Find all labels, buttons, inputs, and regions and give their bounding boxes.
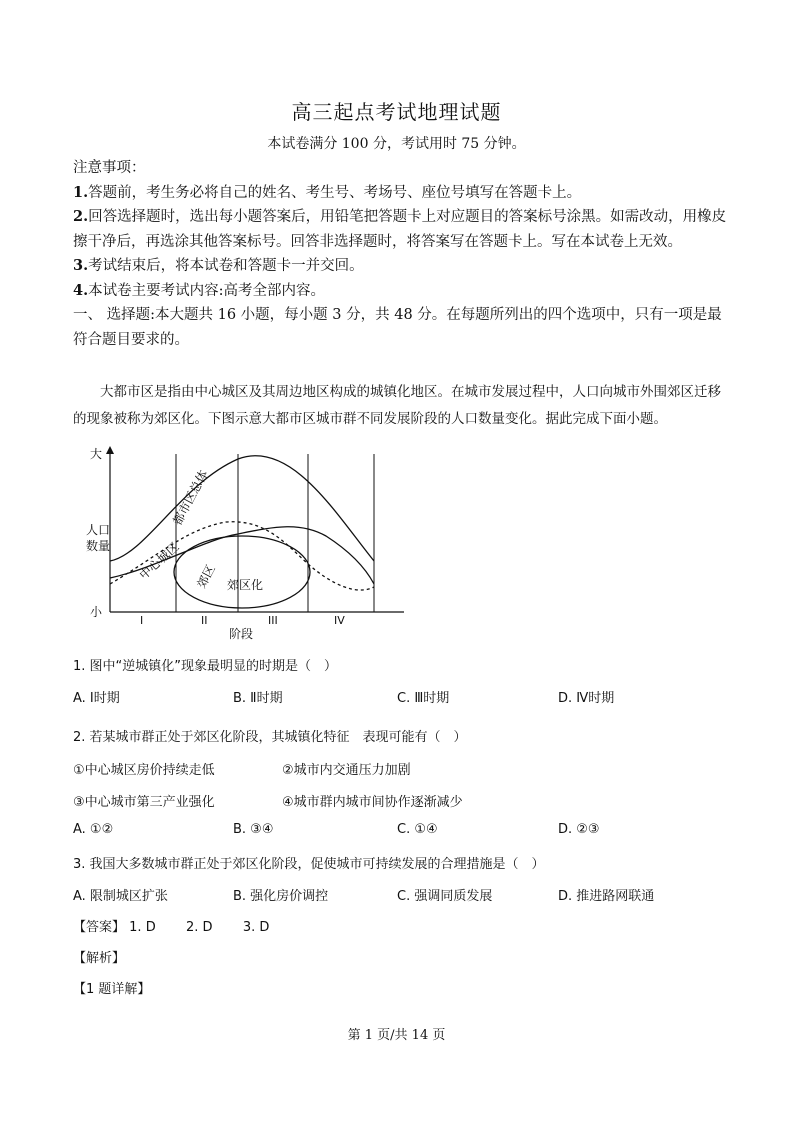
question-2-option-b[interactable]: B. ③④ [233, 822, 274, 837]
question-3-option-d[interactable]: D. 推进路网联通 [558, 889, 655, 904]
question-1-option-b[interactable]: B. Ⅱ时期 [233, 691, 283, 706]
analysis-label: 【解析】 [73, 951, 126, 966]
stage-label: III [268, 614, 278, 627]
question-2-option-c[interactable]: C. ①④ [397, 822, 438, 837]
stage-label: I [140, 614, 144, 627]
y-axis-bottom-label: 小 [90, 605, 103, 619]
label-metro-total: 都市区总体 [170, 467, 211, 528]
population-stage-diagram [86, 444, 416, 644]
question-1-option-d[interactable]: D. Ⅳ时期 [558, 691, 615, 706]
answer-value: 1. D [129, 920, 156, 935]
question-2-statement: ②城市内交通压力加剧 [282, 763, 411, 778]
curve-metro-total [110, 456, 374, 561]
question-2-statement: ④城市群内城市间协作逐渐减少 [282, 795, 463, 810]
paper-subtitle: 本试卷满分 100 分，考试用时 75 分钟。 [267, 136, 526, 152]
y-axis-arrow-icon [106, 446, 114, 454]
question-2-stem: 2. 若某城市群正处于郊区化阶段，其城镇化特征 表现可能有（ ） [73, 730, 467, 745]
instruction-item: 4.本试卷主要考试内容:高考全部内容。 [73, 281, 326, 299]
instruction-item: 3.考试结束后，将本试卷和答题卡一并交回。 [73, 257, 364, 274]
label-center-city: 中心城区 [136, 539, 182, 583]
suburbanization-ellipse [174, 536, 310, 608]
stage-label: IV [334, 614, 345, 627]
y-axis-label-line2: 数量 [86, 539, 111, 553]
question-2-option-d[interactable]: D. ②③ [558, 822, 600, 837]
question-intro: 大都市区是指由中心城区及其周边地区构成的城镇化地区。在城市发展过程中，人口向城市外围郊区迁移的现象被称为郊区化。下图示意大都市区城市群不同发展阶段的人口数量变化。据此完成下面小题。 [73, 384, 721, 427]
instruction-item: 2.回答选择题时，选出每小题答案后，用铅笔把答题卡上对应题目的答案标号涂黑。如需改动，用橡皮擦干净后，再选涂其他答案标号。回答非选择题时，将答案写在答题卡上。写在本试卷上无效。 [73, 208, 727, 250]
answer-value: 2. D [185, 920, 213, 935]
question-3-stem: 3. 我国大多数城市群正处于郊区化阶段，促使城市可持续发展的合理措施是（ ） [73, 857, 545, 872]
label-suburbanization: 郊区化 [227, 578, 264, 592]
question-2-statement: ①中心城区房价持续走低 [73, 763, 215, 778]
instruction-item: 1.答题前，考生务必将自己的姓名、考生号、考场号、座位号填写在答题卡上。 [73, 183, 582, 201]
paper-title: 高三起点考试地理试题 [291, 100, 502, 124]
question-3-option-c[interactable]: C. 强调同质发展 [397, 889, 493, 904]
question-1-option-a[interactable]: A. Ⅰ时期 [73, 691, 120, 706]
answer-line [73, 916, 269, 935]
page-footer: 第 1 页/共 14 页 [347, 1028, 446, 1043]
question-1-option-c[interactable]: C. Ⅲ时期 [397, 691, 450, 706]
instructions-heading: 注意事项： [73, 160, 146, 176]
question-1-stem: 1. 图中“逆城镇化”现象最明显的时期是（ ） [73, 659, 338, 674]
label-suburb: 郊区 [194, 562, 218, 591]
question-2-option-a[interactable]: A. ①② [73, 822, 114, 837]
detail-label: 【1 题详解】 [73, 982, 151, 997]
y-axis-top-label: 大 [90, 447, 103, 461]
question-3-option-a[interactable]: A. 限制城区扩张 [73, 889, 168, 904]
answer-label: 【答案】 [73, 920, 126, 935]
question-2-statement: ③中心城市第三产业强化 [73, 795, 215, 810]
stage-label: II [201, 614, 208, 627]
section-heading: 一、 选择题:本大题共 16 小题，每小题 3 分，共 48 分。在每题所列出的四个选项中，只有一项是最符合题目要求的。 [73, 307, 722, 348]
instructions [73, 156, 728, 352]
y-axis-label-line1: 人口 [86, 523, 111, 537]
question-3-option-b[interactable]: B. 强化房价调控 [233, 889, 329, 904]
answer-value: 3. D [242, 920, 270, 935]
x-axis-label: 阶段 [229, 627, 254, 641]
